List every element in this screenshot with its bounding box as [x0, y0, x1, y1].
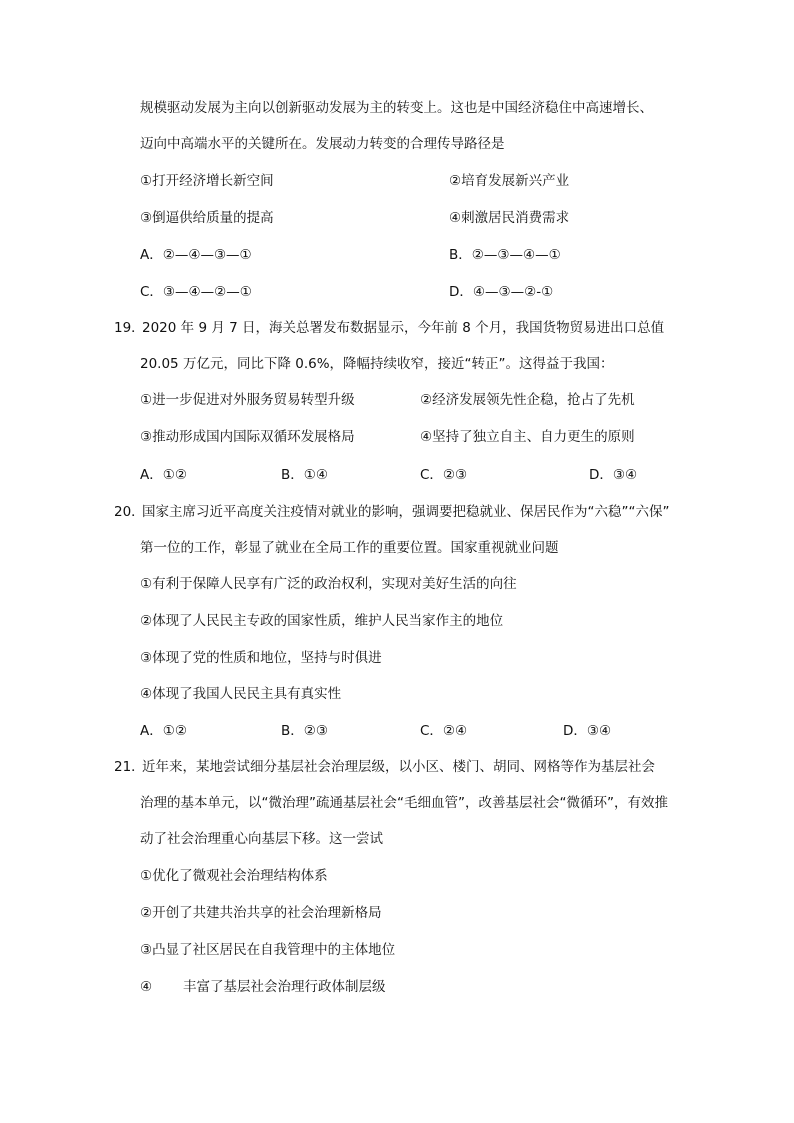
- q19-item-1: ①进一步促进对外服务贸易转型升级: [140, 392, 355, 408]
- q19-stem-line-2: 20.05 万亿元，同比下降 0.6%，降幅持续收窄，接近“转正”。这得益于我国：: [140, 356, 614, 372]
- q20-item-3: ③体现了党的性质和地位，坚持与时俱进: [140, 650, 382, 666]
- q21-stem-line-1: 近年来，某地尝试细分基层社会治理层级，以小区、楼门、胡同、网格等作为基层社会: [142, 759, 655, 775]
- q21-number: 21．: [114, 759, 145, 775]
- q20-option-a: A．①②: [140, 723, 187, 739]
- q18-item-1: ①打开经济增长新空间: [140, 173, 274, 189]
- q21-stem-line-3: 动了社会治理重心向基层下移。这一尝试: [140, 831, 383, 847]
- q21-item-4-text: 丰富了基层社会治理行政体制层级: [183, 979, 386, 995]
- q18-option-b: B．②—③—④—①: [449, 247, 561, 263]
- q21-item-3: ③凸显了社区居民在自我管理中的主体地位: [140, 942, 396, 958]
- q19-item-3: ③推动形成国内国际双循环发展格局: [140, 429, 355, 445]
- q19-option-d: D．③④: [589, 467, 638, 483]
- q20-option-d: D．③④: [563, 723, 612, 739]
- q19-item-4: ④坚持了独立自主、自力更生的原则: [420, 429, 635, 445]
- q19-stem-line-1: 2020 年 9 月 7 日，海关总署发布数据显示，今年前 8 个月，我国货物贸易进出口总值: [142, 320, 665, 336]
- q21-item-4-marker: ④: [140, 979, 153, 995]
- q20-item-4: ④体现了我国人民民主具有真实性: [140, 686, 342, 702]
- q20-number: 20．: [114, 504, 145, 520]
- q20-item-2: ②体现了人民民主专政的国家性质，维护人民当家作主的地位: [140, 613, 504, 629]
- q18-item-4: ④刺激居民消费需求: [449, 210, 570, 226]
- q19-option-b: B．①④: [281, 467, 328, 483]
- q18-option-d: D．④—③—②-①: [449, 284, 554, 300]
- q18-item-3: ③倒逼供给质量的提高: [140, 210, 274, 226]
- q19-option-c: C．②③: [420, 467, 468, 483]
- q21-stem-line-2: 治理的基本单元，以“微治理”疏通基层社会“毛细血管”，改善基层社会“微循环”，有效推: [140, 795, 668, 811]
- q19-option-a: A．①②: [140, 467, 187, 483]
- q18-stem-line-2: 迈向中高端水平的关键所在。发展动力转变的合理传导路径是: [140, 136, 505, 152]
- q20-option-b: B．②③: [281, 723, 328, 739]
- q20-option-c: C．②④: [420, 723, 468, 739]
- q18-item-2: ②培育发展新兴产业: [449, 173, 570, 189]
- q21-item-2: ②开创了共建共治共享的社会治理新格局: [140, 905, 382, 921]
- q20-stem-line-2: 第一位的工作，彰显了就业在全局工作的重要位置。国家重视就业问题: [140, 540, 559, 556]
- q20-item-1: ①有利于保障人民享有广泛的政治权利，实现对美好生活的向往: [140, 576, 517, 592]
- q18-stem-line-1: 规模驱动发展为主向以创新驱动发展为主的转变上。这也是中国经济稳住中高速增长、: [140, 100, 653, 116]
- q18-option-a: A．②—④—③—①: [140, 247, 252, 263]
- q18-option-c: C．③—④—②—①: [140, 284, 252, 300]
- q19-item-2: ②经济发展领先性企稳，抢占了先机: [420, 392, 635, 408]
- q19-number: 19．: [114, 320, 145, 336]
- q21-item-1: ①优化了微观社会治理结构体系: [140, 868, 328, 884]
- q20-stem-line-1: 国家主席习近平高度关注疫情对就业的影响，强调要把稳就业、保居民作为“六稳”“六保”: [142, 504, 670, 520]
